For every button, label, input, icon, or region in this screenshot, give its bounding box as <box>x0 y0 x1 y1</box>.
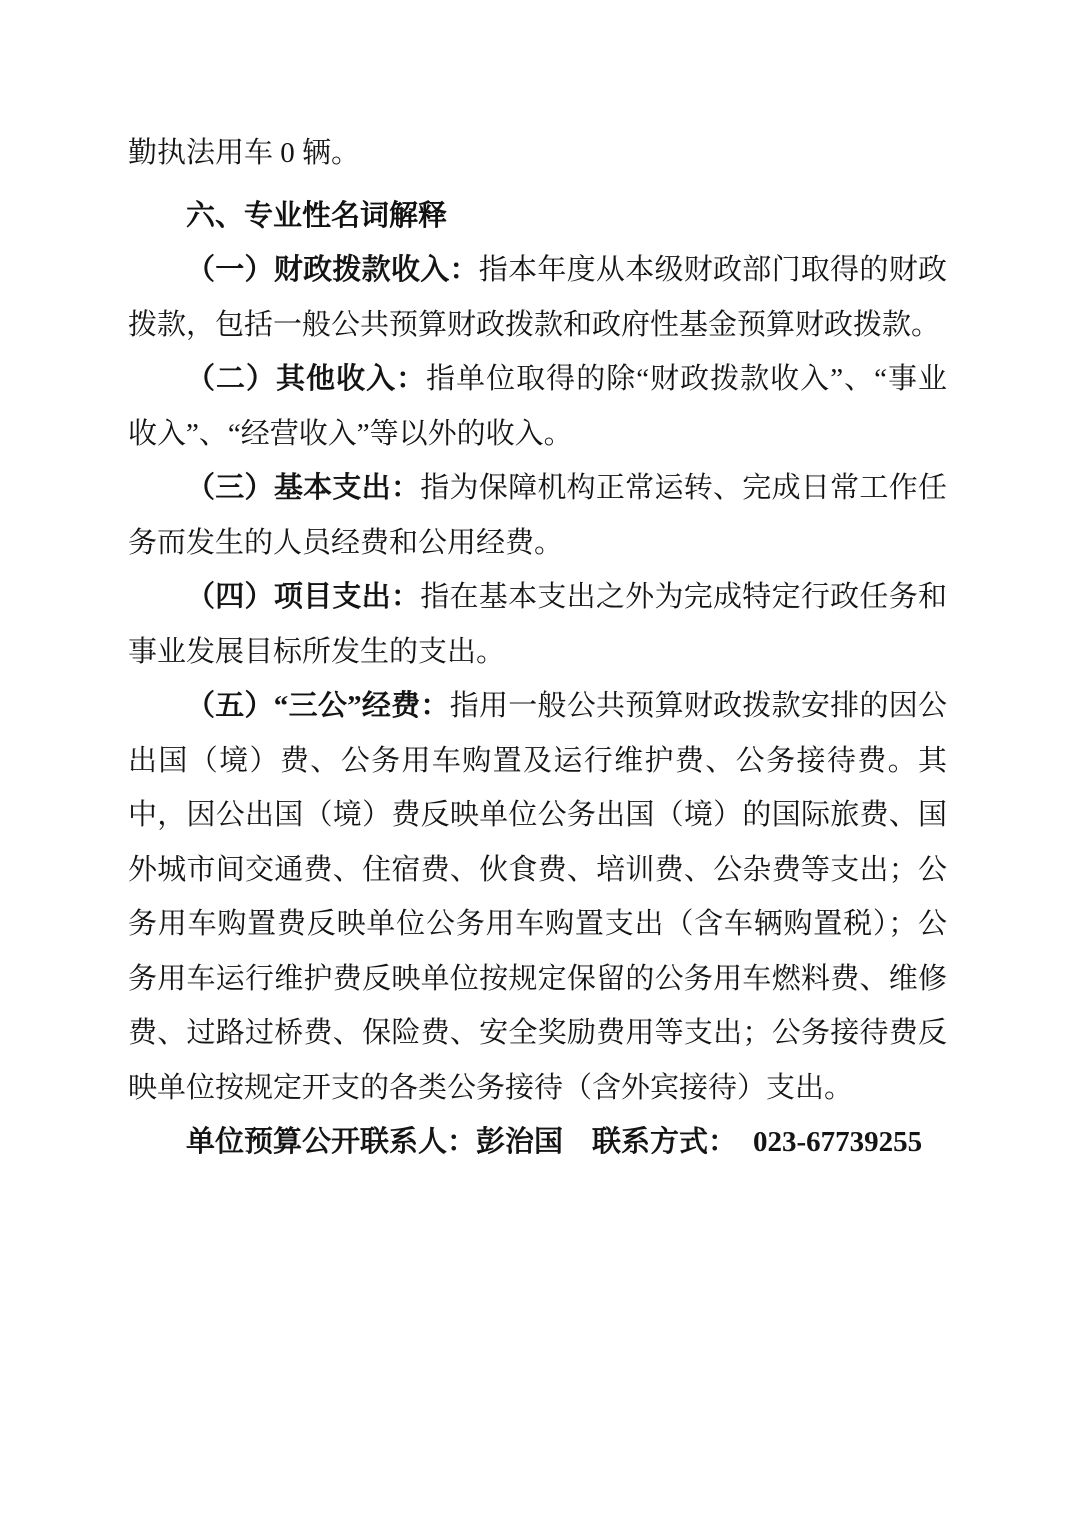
term-2-text: 指单位取得的除“财政拨款收入”、“事业收入”、“经营收入”等以外的收入。 <box>128 363 947 450</box>
contact-line <box>128 1115 947 1170</box>
contact-phone-number: 023-67739255 <box>752 1126 923 1158</box>
term-1-text: 指本年度从本级财政部门取得的财政拨款，包括一般公共预算财政拨款和政府性基金预算财政拨款。 <box>128 254 947 341</box>
term-paragraph-2 <box>128 352 947 461</box>
term-5-text: 指用一般公共预算财政拨款安排的因公出国（境）费、公务用车购置及运行维护费、公务接待费。其中，因公出国（境）费反映单位公务出国（境）的国际旅费、国外城市间交通费、住宿费、伙食费、培训费、公杂费等支出；公务用车购置费反映单位公务用车购置支出（含车辆购置税）；公务用车运行维护费反映单位按规定保留的公务用车燃料费、维修费、过路过桥费、保险费、安全奖励费用等支出；公务接待费反映单位按规定开支的各类公务接待（含外宾接待）支出。 <box>128 690 947 1104</box>
term-paragraph-3 <box>128 461 947 570</box>
term-5-lead: （五）“三公”经费： <box>186 690 450 722</box>
term-3-lead: （三）基本支出： <box>186 472 421 504</box>
term-2-lead: （二）其他收入： <box>186 363 427 395</box>
paragraph-continuation <box>128 126 947 181</box>
continuation-text: 勤执法用车 0 辆。 <box>128 137 361 169</box>
term-paragraph-5 <box>128 679 947 1115</box>
contact-person-label: 单位预算公开联系人： <box>186 1126 477 1158</box>
term-4-lead: （四）项目支出： <box>186 581 421 613</box>
contact-person-name: 彭治国 <box>476 1126 564 1158</box>
term-4-text: 指在基本支出之外为完成特定行政任务和事业发展目标所发生的支出。 <box>128 581 947 668</box>
term-paragraph-1 <box>128 243 947 352</box>
term-3-text: 指为保障机构正常运转、完成日常工作任务而发生的人员经费和公用经费。 <box>128 472 947 559</box>
term-1-lead: （一）财政拨款收入： <box>186 254 479 286</box>
term-paragraph-4 <box>128 570 947 679</box>
contact-method-label: 联系方式： <box>592 1126 738 1158</box>
section-heading: 六、专业性名词解释 <box>186 199 448 232</box>
